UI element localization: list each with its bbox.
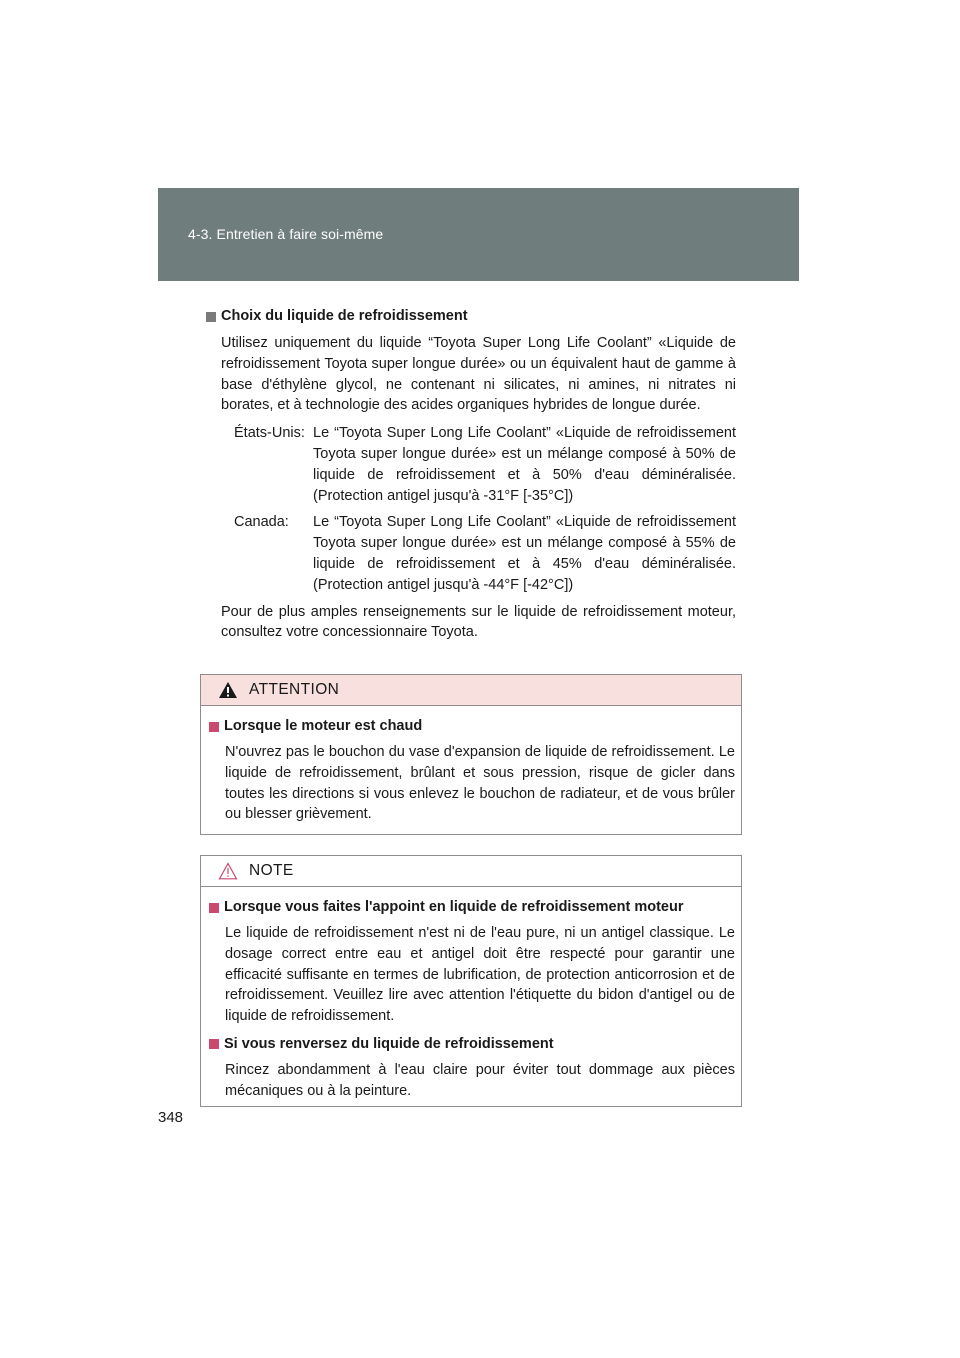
attention-title: ATTENTION <box>249 681 340 698</box>
note-header <box>201 856 741 887</box>
warning-outline-icon <box>218 862 238 880</box>
definition-term: Canada: <box>234 514 289 531</box>
warning-filled-icon <box>218 681 238 699</box>
note-text: Le liquide de refroidissement n'est ni de l'eau pure, ni un antigel classique. Le dosage correct entre eau et antigel doit être respecté pour garantir une efficacité suffisante en termes de lubrification, de protection anticorrosion et de refroidissement. Veuillez lire avec attention l'étiquette du bidon d'antigel ou de liquide de refroidissement. <box>225 925 735 1025</box>
note-heading <box>209 897 735 918</box>
note-text: Rincez abondamment à l'eau claire pour éviter tout dommage aux pièces mécaniques ou à la peinture. <box>225 1061 735 1099</box>
heading-text: Lorsque vous faites l'appoint en liquide de refroidissement moteur <box>224 899 684 915</box>
closing-paragraph: Pour de plus amples renseignements sur le liquide de refroidissement moteur, consultez votre concessionnaire Toyota. <box>221 603 736 641</box>
intro-paragraph: Utilisez uniquement du liquide “Toyota Super Long Life Coolant” «Liquide de refroidissement Toyota super longue durée» ou un équivalent haut de gamme à base d'éthylène glycol, ne contenant ni silicates, ni amines, ni nitrates ni borates, et à technologie des acides organiques hybrides de longue durée. <box>221 335 736 414</box>
square-bullet-icon <box>206 312 216 322</box>
square-bullet-icon <box>209 722 219 732</box>
definition-row <box>234 512 736 595</box>
attention-heading <box>209 716 735 737</box>
heading-text: Si vous renversez du liquide de refroidissement <box>224 1035 554 1052</box>
definition-description: Le “Toyota Super Long Life Coolant” «Liquide de refroidissement Toyota super longue durée» est un mélange composé à 55% de liquide de refroidissement et à 45% d'eau déminéralisée. (Protection antigel jusqu'à -44°F [-42°C]) <box>313 514 736 593</box>
note-title: NOTE <box>249 862 294 879</box>
attention-text: N'ouvrez pas le bouchon du vase d'expansion de liquide de refroidissement. Le liquide de refroidissement, brûlant et sous pression, risque de gicler dans toutes les directions si vous enlevez le bouchon de radiateur, et de vous brûler ou blesser grièvement. <box>225 744 735 823</box>
heading-text: Lorsque le moteur est chaud <box>224 718 423 734</box>
attention-body <box>201 706 741 825</box>
definition-term: États-Unis: <box>234 425 305 442</box>
definition-list <box>234 423 736 595</box>
square-bullet-icon <box>209 903 219 913</box>
heading-text: Choix du liquide de refroidissement <box>221 308 468 324</box>
note-box <box>200 855 742 1107</box>
square-bullet-icon <box>209 1039 219 1049</box>
note-item <box>209 897 735 1027</box>
section-title: 4-3. Entretien à faire soi-même <box>188 226 384 242</box>
page-number: 348 <box>158 1109 184 1126</box>
section-header-band <box>158 188 799 281</box>
attention-header <box>201 675 741 706</box>
definition-description: Le “Toyota Super Long Life Coolant” «Liquide de refroidissement Toyota super longue durée» est un mélange composé à 50% de liquide de refroidissement et à 50% d'eau déminéralisée. (Protection antigel jusqu'à -31°F [-35°C]) <box>313 425 736 504</box>
note-body <box>201 887 741 1102</box>
note-item <box>209 1034 735 1102</box>
note-heading <box>209 1034 735 1055</box>
section-heading <box>206 306 736 327</box>
main-content <box>206 306 736 643</box>
definition-row <box>234 423 736 506</box>
attention-box <box>200 674 742 835</box>
